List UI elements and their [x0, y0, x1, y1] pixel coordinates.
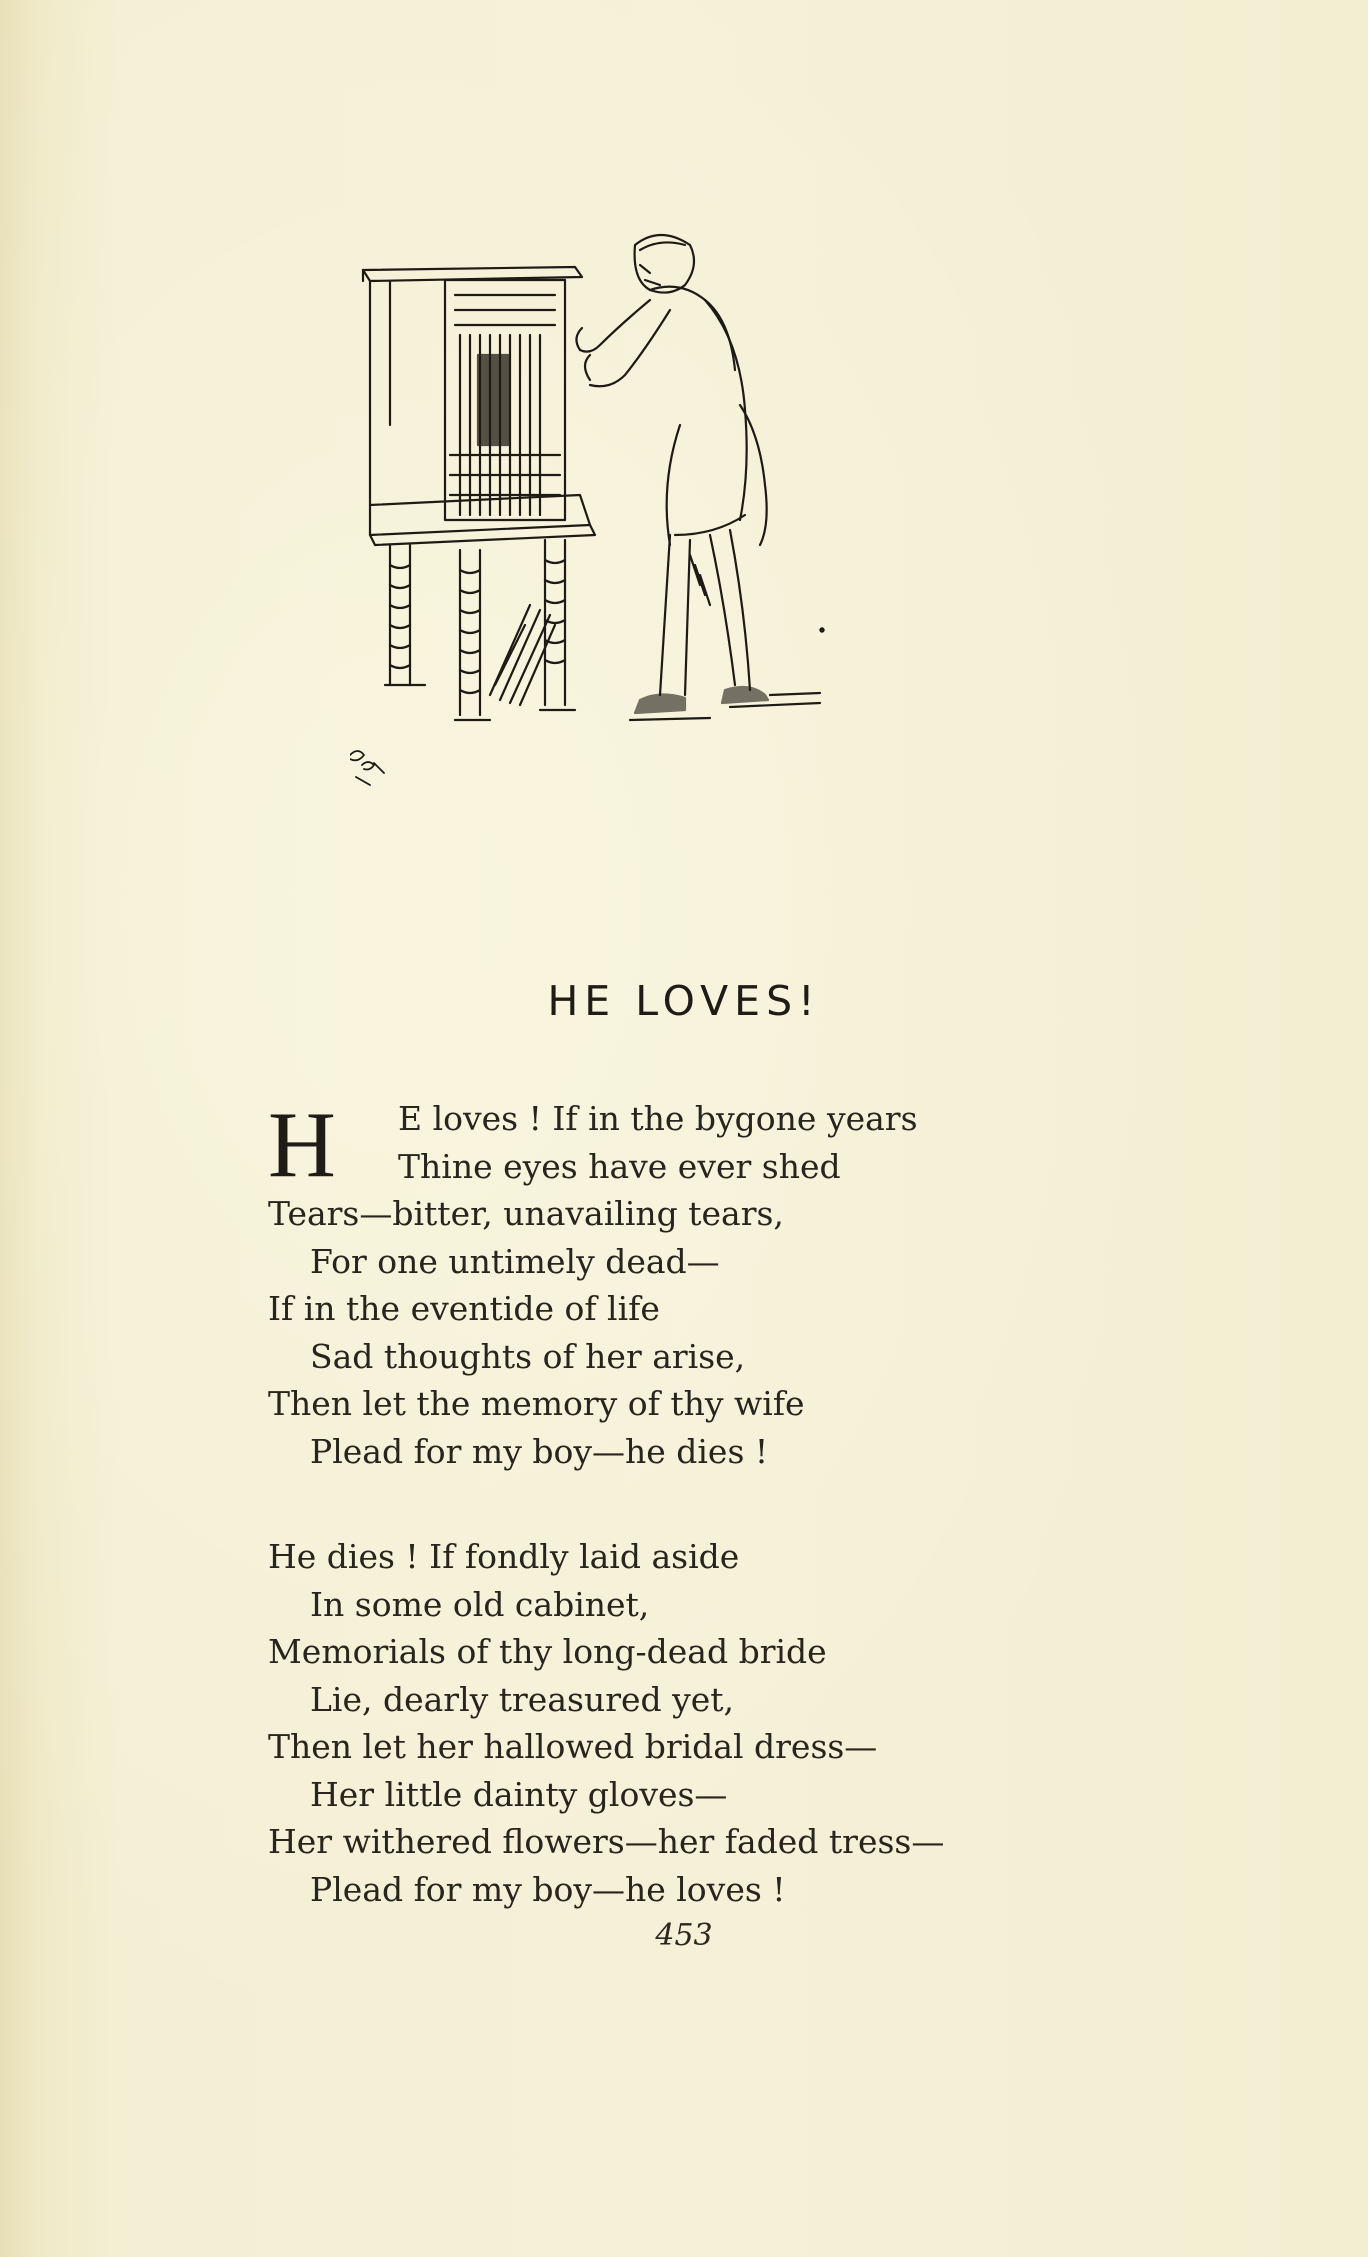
poem-body — [268, 1095, 1068, 1971]
page-number: 453 — [655, 1918, 713, 1953]
poem-line: Thine eyes have ever shed — [398, 1146, 841, 1186]
poem-line: Plead for my boy—he dies ! — [310, 1431, 769, 1471]
poem-line: Then let the memory of thy wife — [268, 1384, 805, 1423]
poem-line: Plead for my boy—he loves ! — [310, 1869, 786, 1909]
poem-line: Her withered flowers—her faded tress— — [268, 1822, 945, 1861]
stanza-2 — [268, 1533, 1068, 1913]
poem-line: Then let her hallowed bridal dress— — [268, 1727, 878, 1766]
poem-line: Lie, dearly treasured yet, — [310, 1679, 735, 1719]
poem-line: He dies ! If fondly laid aside — [268, 1537, 740, 1576]
poem-line-text: E loves ! If in the bygone years — [398, 1099, 918, 1138]
man-at-cabinet-illustration — [350, 225, 870, 815]
poem-line: Tears—bitter, unavailing tears, — [268, 1194, 784, 1233]
poem-line: For one untimely dead— — [310, 1241, 720, 1281]
poem-line: Sad thoughts of her arise, — [310, 1336, 746, 1376]
stanza-1 — [268, 1095, 1068, 1475]
poem-line: Memorials of thy long-dead bride — [268, 1632, 827, 1671]
poem-line: If in the eventide of life — [268, 1289, 660, 1328]
poem-line: In some old cabinet, — [310, 1584, 650, 1624]
poem-title: HE LOVES! — [547, 977, 821, 1026]
drop-cap: H — [268, 1093, 336, 1197]
poem-line: Her little dainty gloves— — [310, 1774, 728, 1814]
